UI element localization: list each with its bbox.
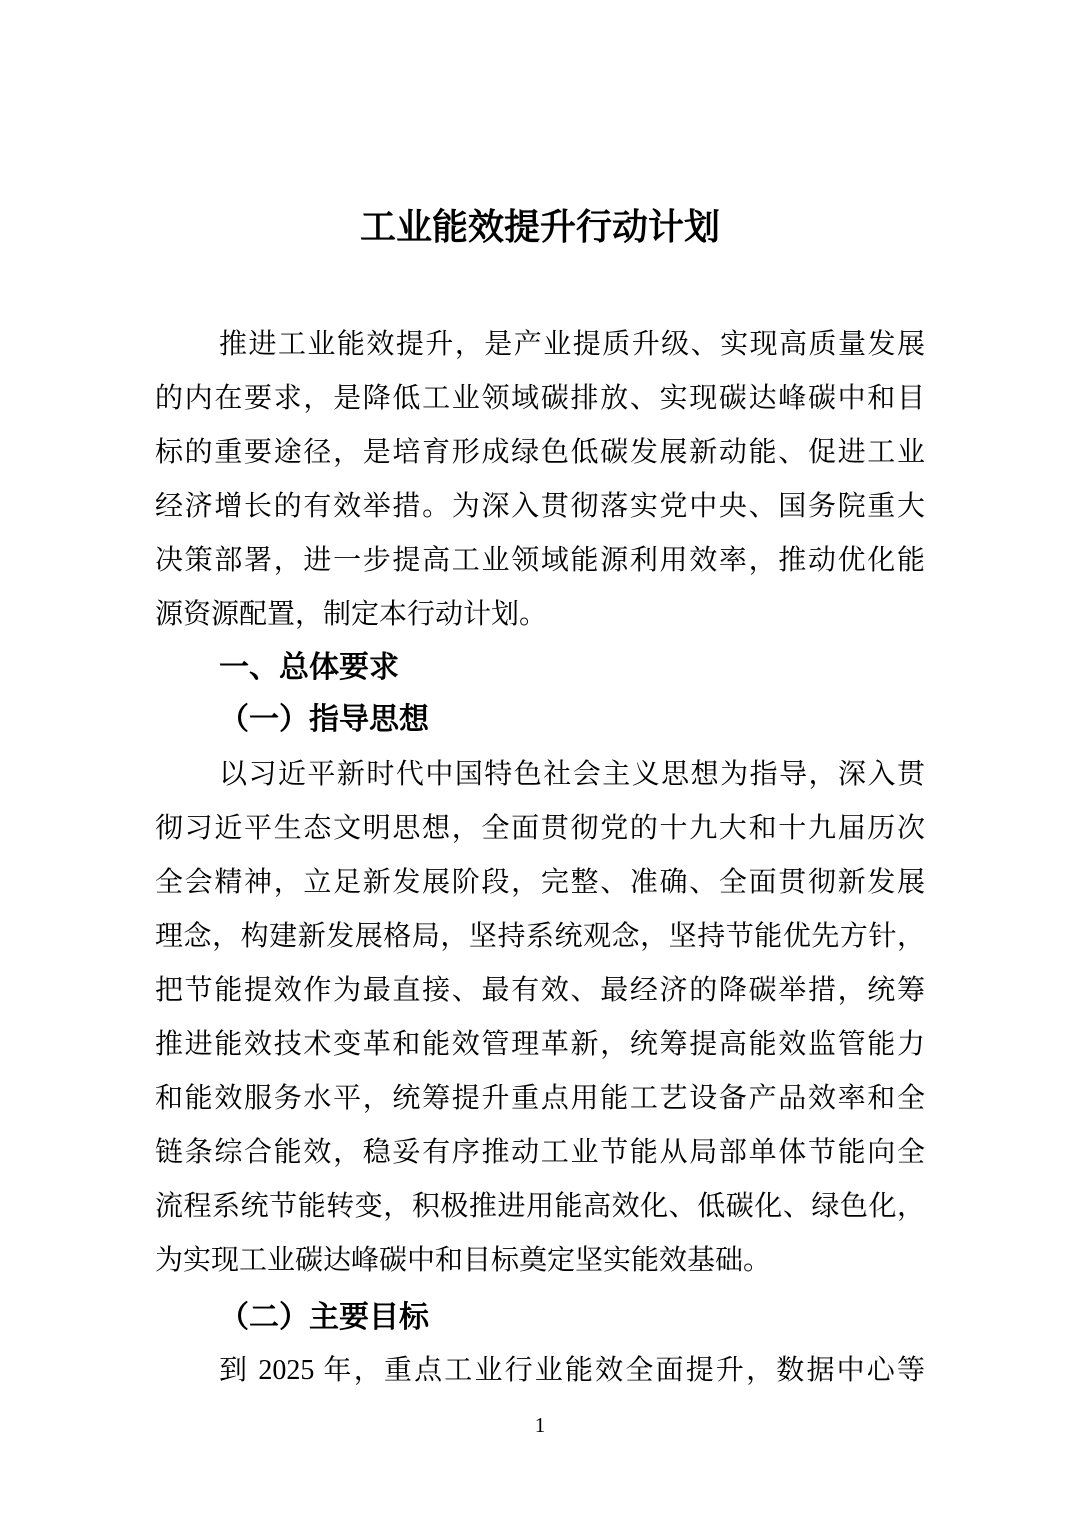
paragraph-line: 理念，构建新发展格局，坚持系统观念，坚持节能优先方针， xyxy=(155,921,925,952)
page-number: 1 xyxy=(534,1413,546,1437)
paragraph-line: 的内在要求，是降低工业领域碳排放、实现碳达峰碳中和目 xyxy=(155,383,925,414)
paragraph-line: 全会精神，立足新发展阶段，完整、准确、全面贯彻新发展 xyxy=(155,867,925,898)
subsection-heading-main-targets: （二）主要目标 xyxy=(219,1301,429,1334)
paragraph-line: 以习近平新时代中国特色社会主义思想为指导，深入贯 xyxy=(219,759,925,790)
section-heading-overall-requirements: 一、总体要求 xyxy=(219,651,399,684)
paragraph-line: 彻习近平生态文明思想，全面贯彻党的十九大和十九届历次 xyxy=(155,813,925,844)
paragraph-line: 源资源配置，制定本行动计划。 xyxy=(155,599,548,630)
paragraph-line: 链条综合能效，稳妥有序推动工业节能从局部单体节能向全 xyxy=(155,1137,925,1168)
paragraph-line: 把节能提效作为最直接、最有效、最经济的降碳举措，统筹 xyxy=(155,975,925,1006)
paragraph-line: 推进工业能效提升，是产业提质升级、实现高质量发展 xyxy=(219,329,925,360)
paragraph-line: 推进能效技术变革和能效管理革新，统筹提高能效监管能力 xyxy=(155,1029,925,1060)
paragraph-line: 标的重要途径，是培育形成绿色低碳发展新动能、促进工业 xyxy=(155,437,925,468)
paragraph-line: 为实现工业碳达峰碳中和目标奠定坚实能效基础。 xyxy=(155,1245,772,1276)
intro-paragraph xyxy=(155,318,925,642)
document-title: 工业能效提升行动计划 xyxy=(359,207,720,247)
paragraph-line: 和能效服务水平，统筹提升重点用能工艺设备产品效率和全 xyxy=(155,1083,925,1114)
paragraph-line: 到 2025 年，重点工业行业能效全面提升，数据中心等 xyxy=(219,1355,925,1386)
main-targets-paragraph xyxy=(155,1344,925,1398)
document-body xyxy=(155,0,925,1398)
paragraph-line: 决策部署，进一步提高工业领域能源利用效率，推动优化能 xyxy=(155,545,925,576)
paragraph-line: 流程系统节能转变，积极推进用能高效化、低碳化、绿色化， xyxy=(155,1191,925,1222)
subsection-heading-guiding-ideology: （一）指导思想 xyxy=(219,703,429,736)
paragraph-line: 经济增长的有效举措。为深入贯彻落实党中央、国务院重大 xyxy=(155,491,925,522)
guiding-ideology-paragraph xyxy=(155,748,925,1288)
